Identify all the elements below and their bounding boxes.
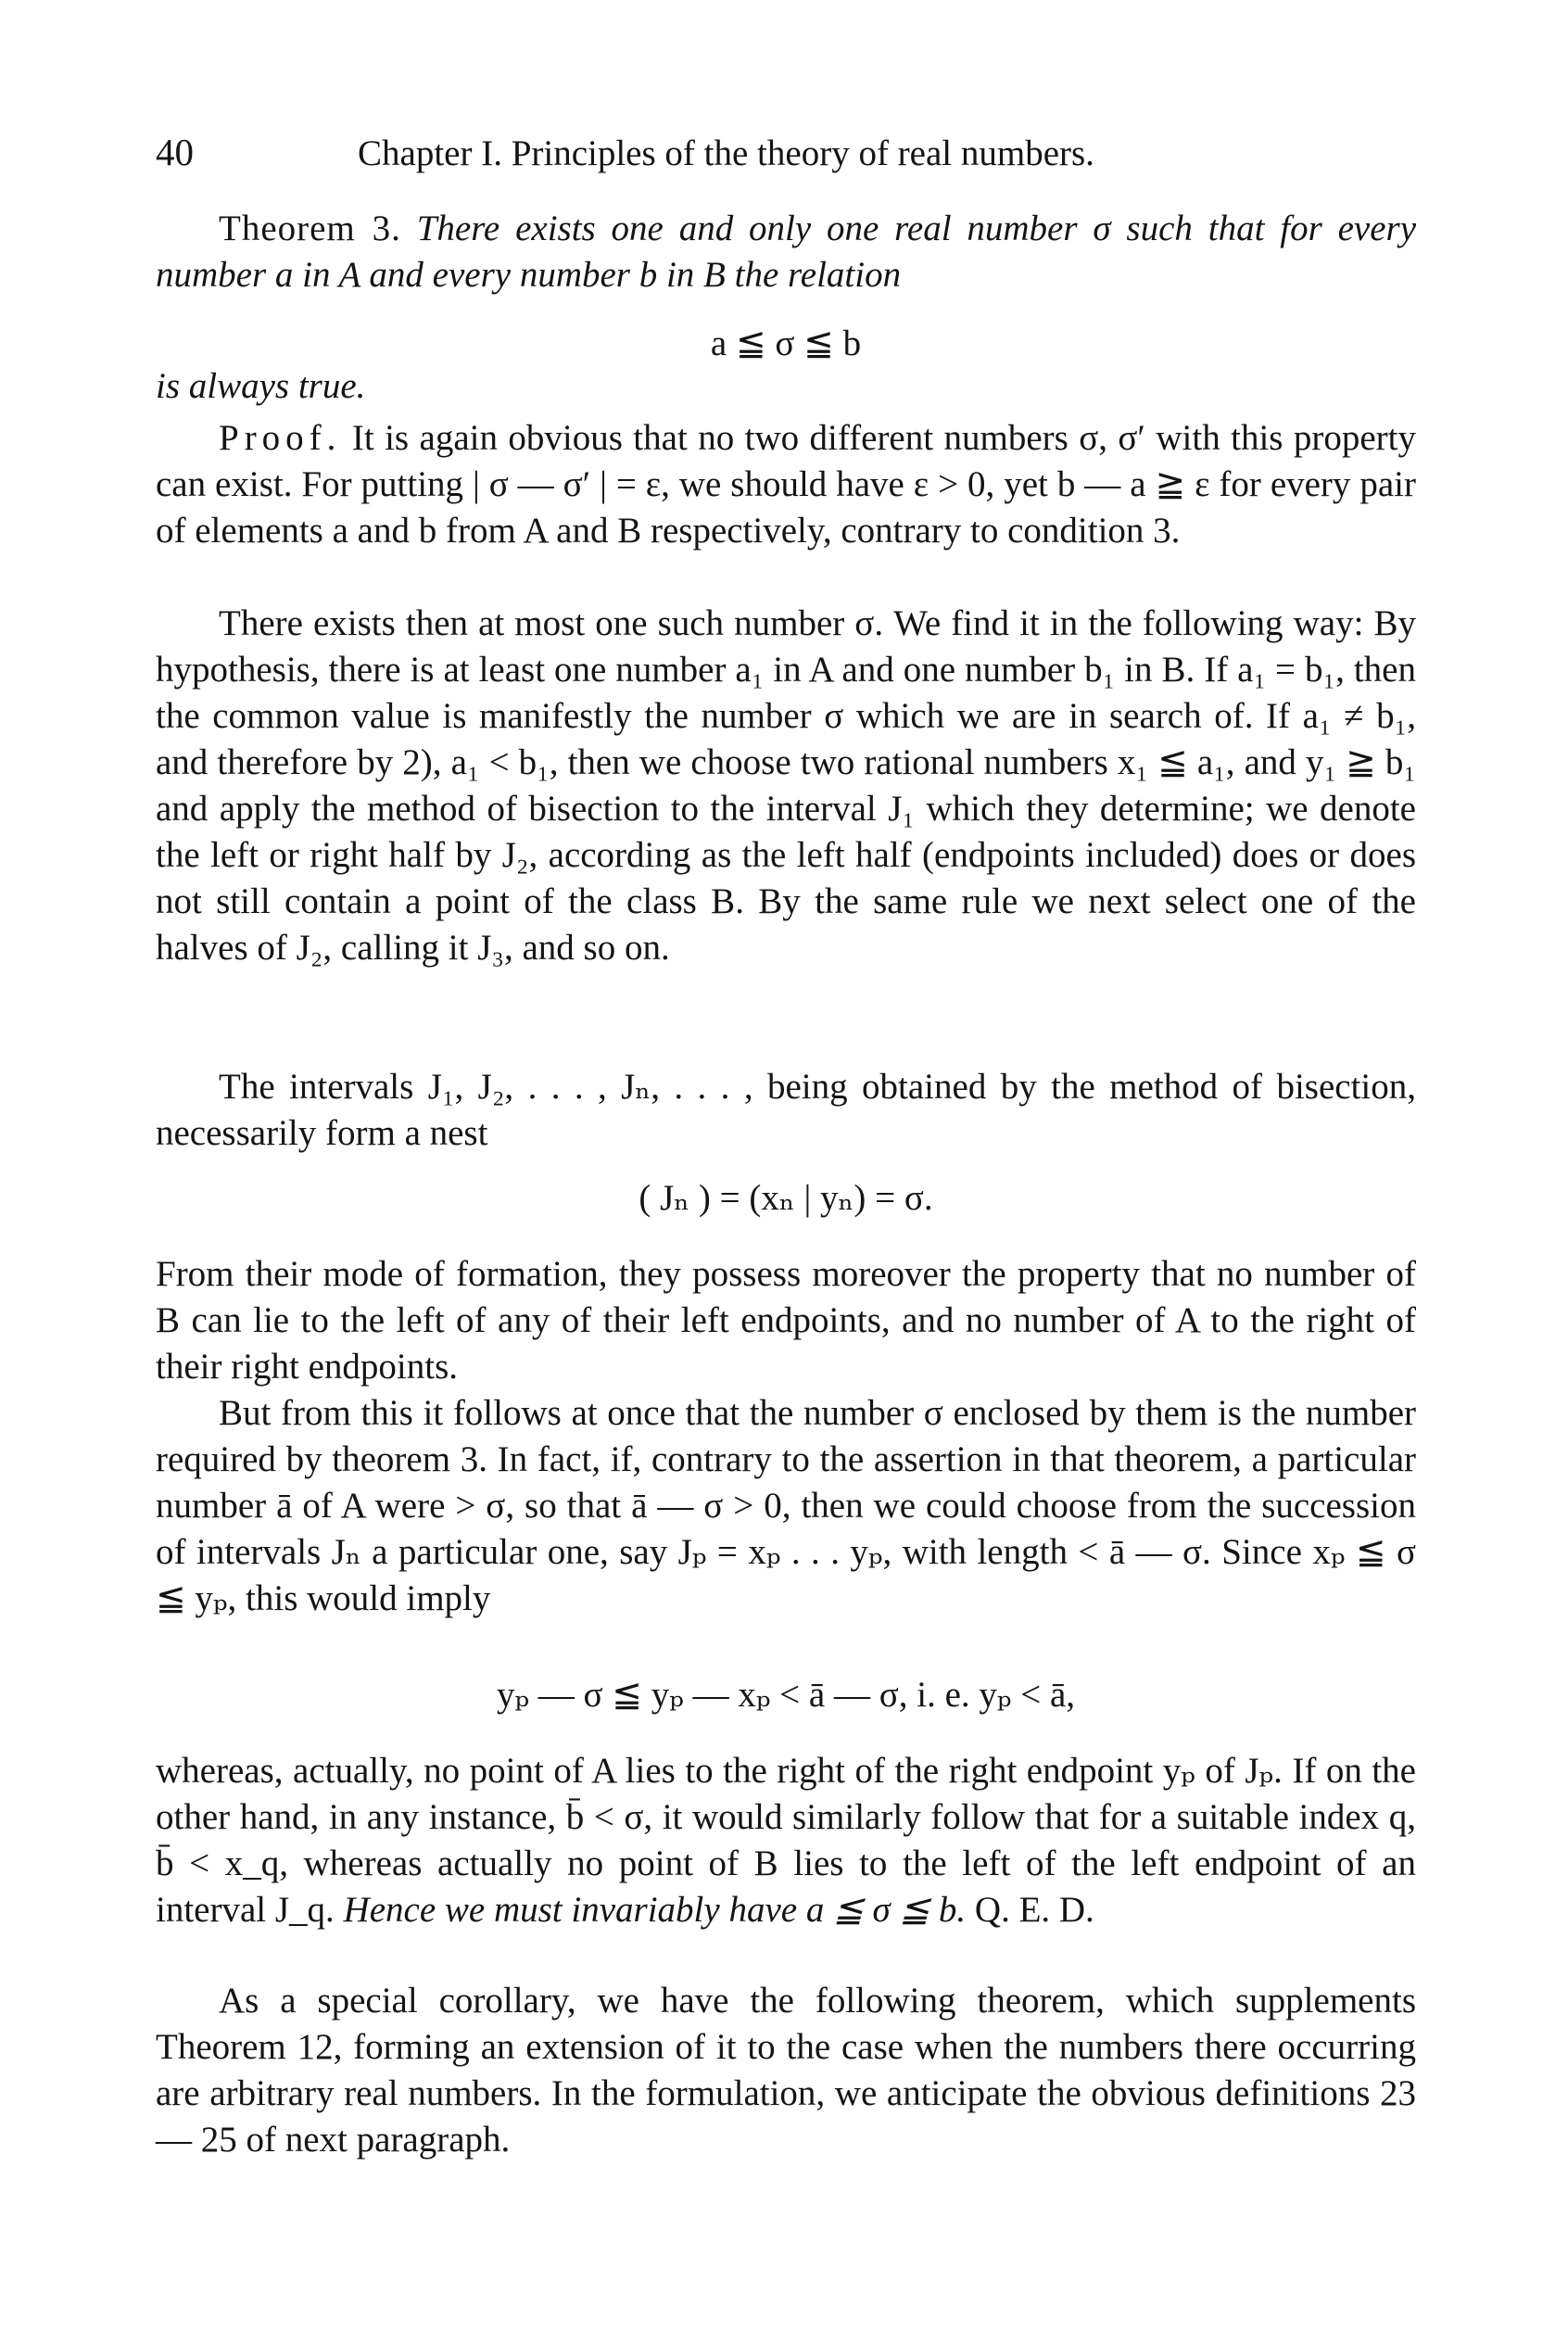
proof-paragraph-5: But from this it follows at once that the number σ enclosed by them is the number required by theorem 3. In fact, if, contrary to the assertion in that theorem, a particular number ā of A were > σ, so that ā — σ > 0, then we could choose from the succession of intervals Jₙ a particular one, say Jₚ = xₚ . . . yₚ, with length < ā — σ. Since xₚ ≦ σ ≦ yₚ, this would imply: [156, 1393, 1416, 1618]
qed: Q. E. D.: [974, 1890, 1094, 1930]
theorem-display-relation: a ≦ σ ≦ b: [710, 323, 862, 363]
theorem-label: Theorem 3.: [219, 209, 401, 248]
page-header: [156, 130, 1416, 174]
proof-conclusion: Hence we must invariably have a ≦ σ ≦ b.: [343, 1890, 967, 1930]
proof-paragraph-1: Proof. It is again obvious that no two different numbers σ, σ′ with this property can exist. For putting | σ — σ′ | = ε, we should have ε > 0, yet b — a ≧ ε for every pair of elements a and b from A and B respectively, contrary to condition 3.: [156, 418, 1417, 551]
theorem-3: [156, 206, 1416, 298]
corollary-paragraph: As a special corollary, we have the following theorem, which supplements Theorem 12, forming an extension of it to the case when the numbers there occurring are arbitrary real numbers. In the formulation, we anticipate the obvious definitions 23 — 25 of next paragraph.: [156, 1981, 1416, 2160]
running-title: Chapter I. Principles of the theory of real numbers.: [358, 133, 1094, 173]
page-number: 40: [156, 131, 194, 173]
theorem-tail: is always true.: [156, 366, 366, 406]
proof-paragraph-6: whereas, actually, no point of A lies to the right of the right endpoint yₚ of Jₚ. If on the other hand, in any instance, b̄ < σ, it would similarly follow that for a suitable index q, b̄ < x_q, whereas actually no point of B lies to the left of the left endpoint of an interval J_q. Hence we must invariably have a ≦ σ ≦ b. Q. E. D.: [156, 1751, 1416, 1930]
proof-paragraph-3: The intervals J₁, J₂, . . . , Jₙ, . . . , being obtained by the method of bisection, necessarily form a nest: [156, 1067, 1416, 1153]
proof-paragraph-4: From their mode of formation, they possess moreover the property that no number of B can lie to the left of any of their left endpoints, and no number of A to the right of their right endpoints.: [156, 1254, 1416, 1387]
nest-display: ( Jₙ ) = (xₙ | yₙ) = σ.: [639, 1178, 933, 1218]
proof-paragraph-2: There exists then at most one such number σ. We find it in the following way: By hypothesis, there is at least one number a₁ in A and one number b₁ in B. If a₁ = b₁, then the common value is manifestly the number σ which we are in search of. If a₁ ≠ b₁, and therefore by 2), a₁ < b₁, then we choose two rational numbers x₁ ≦ a₁, and y₁ ≧ b₁ and apply the method of bisection to the interval J₁ which they determine; we denote the left or right half by J₂, according as the left half (endpoints included) does or does not still contain a point of the class B. By the same rule we next select one of the halves of J₂, calling it J₃, and so on.: [156, 603, 1416, 968]
theorem-statement: There exists one and only one real number σ such that for every number a in A and every number b in B the relation: [156, 209, 1417, 295]
inequality-display: yₚ — σ ≦ yₚ — xₚ < ā — σ, i. e. yₚ < ā,: [496, 1675, 1076, 1715]
proof-label: Proof.: [219, 418, 342, 458]
